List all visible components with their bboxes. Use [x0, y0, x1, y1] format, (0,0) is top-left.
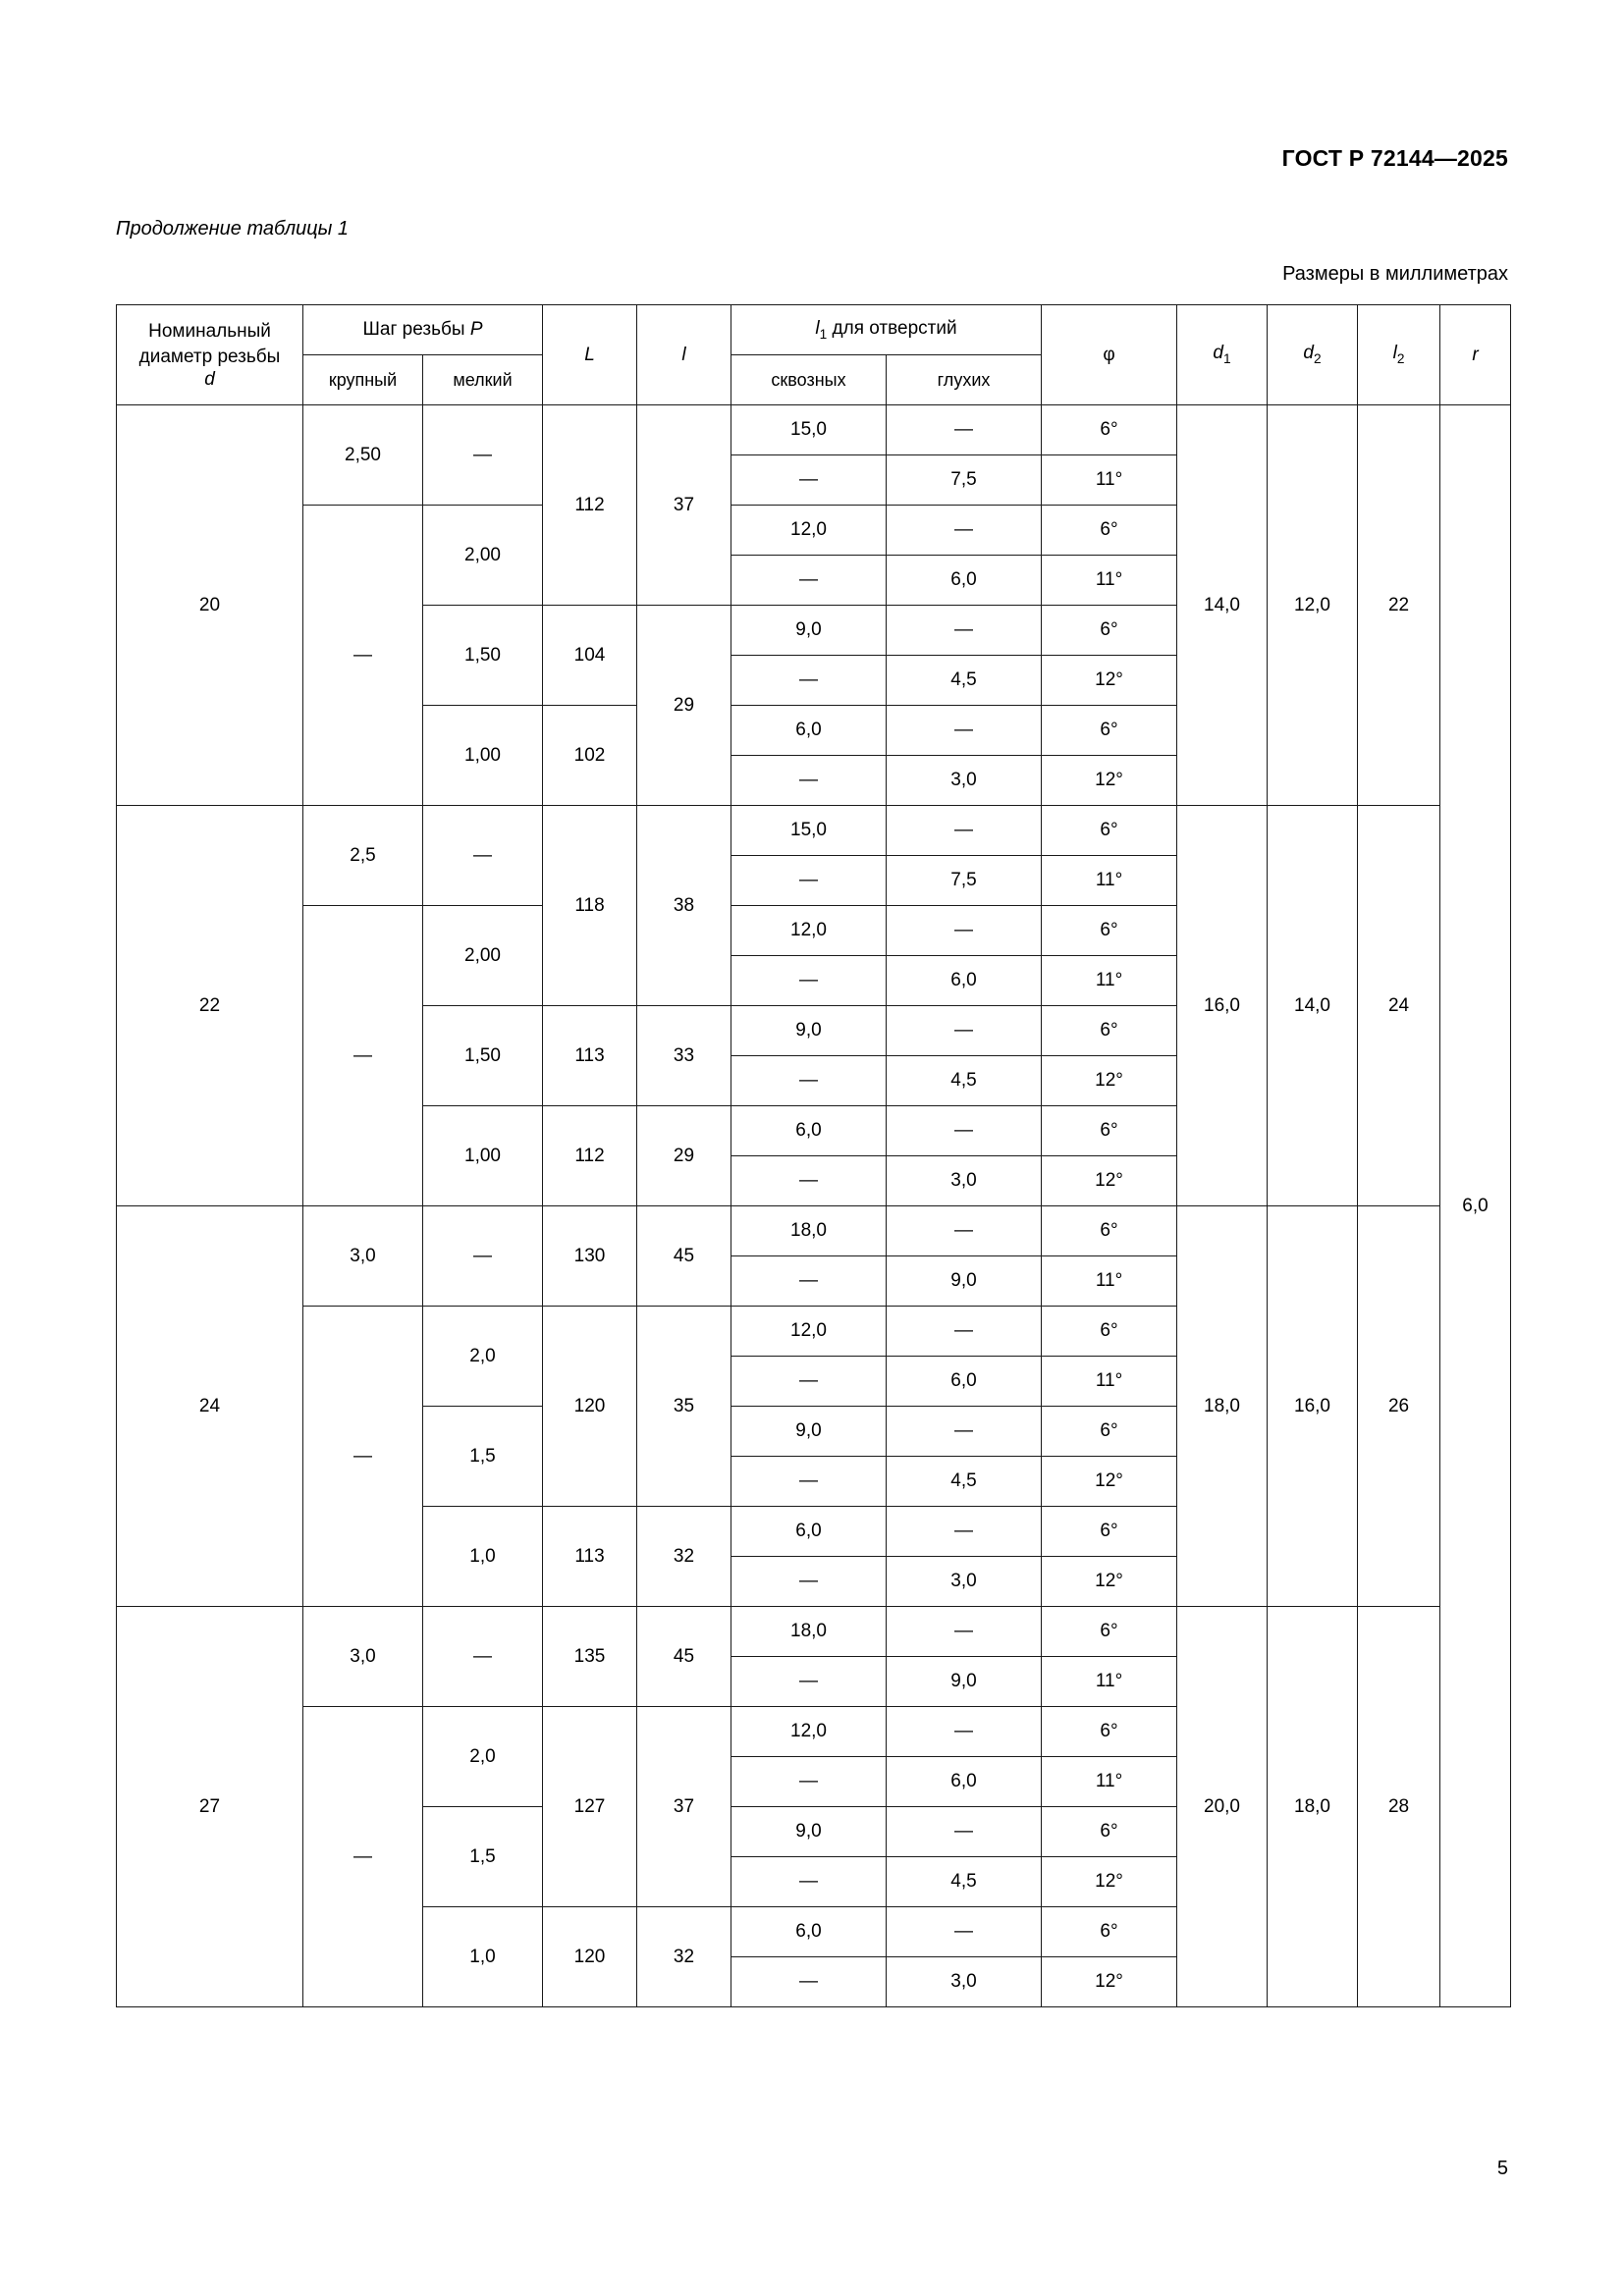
- cell-pitch-fine: 2,00: [423, 506, 543, 606]
- cell-phi: 6°: [1042, 1907, 1177, 1957]
- cell-pitch-fine: —: [423, 1206, 543, 1307]
- cell-L: 113: [543, 1006, 637, 1106]
- cell-d: 24: [117, 1206, 303, 1607]
- header-l2-subscript: 2: [1396, 351, 1405, 367]
- cell-through: 12,0: [731, 1707, 887, 1757]
- cell-through: —: [731, 1457, 887, 1507]
- cell-blind: 6,0: [887, 556, 1042, 606]
- cell-L: 112: [543, 1106, 637, 1206]
- cell-phi: 6°: [1042, 1807, 1177, 1857]
- cell-phi: 12°: [1042, 1056, 1177, 1106]
- cell-phi: 6°: [1042, 606, 1177, 656]
- cell-phi: 6°: [1042, 405, 1177, 455]
- cell-d: 27: [117, 1607, 303, 2007]
- cell-blind: —: [887, 1507, 1042, 1557]
- table-row: [117, 1607, 1511, 1657]
- cell-pitch-fine: 1,0: [423, 1507, 543, 1607]
- dimensions-note: Размеры в миллиметрах: [1282, 263, 1508, 285]
- cell-phi: 12°: [1042, 1957, 1177, 2007]
- cell-l: 33: [637, 1006, 731, 1106]
- cell-phi: 6°: [1042, 1607, 1177, 1657]
- cell-through: —: [731, 756, 887, 806]
- header-l2-symbol: l: [1392, 343, 1397, 364]
- cell-blind: —: [887, 1707, 1042, 1757]
- header-d1-subscript: 1: [1223, 351, 1231, 367]
- cell-phi: 12°: [1042, 1457, 1177, 1507]
- cell-l: 35: [637, 1307, 731, 1507]
- cell-blind: —: [887, 1106, 1042, 1156]
- cell-phi: 6°: [1042, 706, 1177, 756]
- cell-pitch-fine: 1,5: [423, 1407, 543, 1507]
- header-d1: [1177, 305, 1268, 405]
- header-d2-symbol: d: [1303, 343, 1314, 364]
- cell-L: 127: [543, 1707, 637, 1907]
- standard-designation: ГОСТ Р 72144—2025: [1281, 145, 1508, 171]
- cell-L: 120: [543, 1307, 637, 1507]
- cell-blind: 4,5: [887, 1056, 1042, 1106]
- cell-pitch-coarse: 2,50: [303, 405, 423, 506]
- cell-d1: 20,0: [1177, 1607, 1268, 2007]
- cell-l: 37: [637, 1707, 731, 1907]
- cell-pitch-coarse: —: [303, 1307, 423, 1607]
- cell-pitch-fine: 1,50: [423, 1006, 543, 1106]
- cell-blind: 7,5: [887, 856, 1042, 906]
- cell-l: 29: [637, 1106, 731, 1206]
- cell-pitch-fine: 1,00: [423, 706, 543, 806]
- cell-blind: 6,0: [887, 1757, 1042, 1807]
- header-thread-pitch: [303, 305, 543, 355]
- cell-d2: 14,0: [1268, 806, 1358, 1206]
- cell-through: —: [731, 1857, 887, 1907]
- header-l2: [1358, 305, 1440, 405]
- header-l1-subscript: 1: [819, 326, 828, 342]
- cell-d: 20: [117, 405, 303, 806]
- cell-phi: 11°: [1042, 1256, 1177, 1307]
- cell-blind: —: [887, 405, 1042, 455]
- dimensions-table: [116, 304, 1511, 2007]
- cell-through: —: [731, 956, 887, 1006]
- cell-phi: 11°: [1042, 455, 1177, 506]
- page-number: 5: [1496, 2158, 1508, 2179]
- cell-blind: 3,0: [887, 756, 1042, 806]
- table-continuation-label: Продолжение таблицы 1: [116, 218, 350, 240]
- cell-blind: 3,0: [887, 1957, 1042, 2007]
- cell-d1: 14,0: [1177, 405, 1268, 806]
- cell-phi: 11°: [1042, 956, 1177, 1006]
- cell-phi: 6°: [1042, 1106, 1177, 1156]
- cell-through: —: [731, 1757, 887, 1807]
- cell-blind: 3,0: [887, 1557, 1042, 1607]
- cell-phi: 12°: [1042, 1857, 1177, 1907]
- cell-blind: —: [887, 1807, 1042, 1857]
- cell-blind: 4,5: [887, 1457, 1042, 1507]
- cell-through: —: [731, 656, 887, 706]
- cell-phi: 12°: [1042, 1156, 1177, 1206]
- cell-phi: 11°: [1042, 856, 1177, 906]
- header-r: r: [1440, 305, 1511, 405]
- cell-blind: 4,5: [887, 1857, 1042, 1907]
- cell-through: 6,0: [731, 1507, 887, 1557]
- cell-l: 29: [637, 606, 731, 806]
- table-1-continuation: [116, 304, 1510, 2007]
- header-l1-symbol: l: [815, 317, 820, 339]
- cell-phi: 11°: [1042, 556, 1177, 606]
- cell-through: —: [731, 1156, 887, 1206]
- table-row: [117, 405, 1511, 455]
- cell-phi: 6°: [1042, 506, 1177, 556]
- cell-L: 102: [543, 706, 637, 806]
- cell-through: —: [731, 856, 887, 906]
- cell-d: 22: [117, 806, 303, 1206]
- cell-blind: 9,0: [887, 1657, 1042, 1707]
- cell-d1: 16,0: [1177, 806, 1268, 1206]
- cell-blind: 7,5: [887, 455, 1042, 506]
- cell-L: 120: [543, 1907, 637, 2007]
- cell-pitch-fine: 2,00: [423, 906, 543, 1006]
- cell-phi: 6°: [1042, 906, 1177, 956]
- cell-pitch-fine: 1,5: [423, 1807, 543, 1907]
- header-nominal-diameter: [117, 305, 303, 405]
- cell-L: 104: [543, 606, 637, 706]
- header-holes-blind: глухих: [887, 355, 1042, 405]
- header-nominal-diameter-symbol: d: [204, 369, 215, 391]
- cell-pitch-fine: —: [423, 806, 543, 906]
- cell-through: 18,0: [731, 1206, 887, 1256]
- cell-phi: 6°: [1042, 1006, 1177, 1056]
- cell-through: 15,0: [731, 405, 887, 455]
- cell-blind: 3,0: [887, 1156, 1042, 1206]
- cell-phi: 6°: [1042, 1507, 1177, 1557]
- cell-through: 12,0: [731, 906, 887, 956]
- cell-through: —: [731, 455, 887, 506]
- header-d2: [1268, 305, 1358, 405]
- header-pitch-fine: мелкий: [423, 355, 543, 405]
- cell-pitch-fine: 1,00: [423, 1106, 543, 1206]
- cell-through: —: [731, 1557, 887, 1607]
- cell-through: 15,0: [731, 806, 887, 856]
- cell-pitch-coarse: 2,5: [303, 806, 423, 906]
- cell-through: 18,0: [731, 1607, 887, 1657]
- cell-phi: 6°: [1042, 806, 1177, 856]
- cell-phi: 12°: [1042, 656, 1177, 706]
- cell-phi: 12°: [1042, 756, 1177, 806]
- cell-through: 9,0: [731, 1006, 887, 1056]
- header-l1-group: [731, 305, 1042, 355]
- cell-blind: —: [887, 1206, 1042, 1256]
- cell-through: —: [731, 1657, 887, 1707]
- cell-l: 38: [637, 806, 731, 1006]
- header-pitch-coarse: крупный: [303, 355, 423, 405]
- cell-blind: —: [887, 806, 1042, 856]
- cell-blind: 9,0: [887, 1256, 1042, 1307]
- cell-pitch-fine: 1,50: [423, 606, 543, 706]
- cell-through: 9,0: [731, 606, 887, 656]
- cell-L: 135: [543, 1607, 637, 1707]
- header-l: l: [637, 305, 731, 405]
- cell-l: 45: [637, 1206, 731, 1307]
- cell-pitch-fine: 1,0: [423, 1907, 543, 2007]
- cell-blind: 6,0: [887, 1357, 1042, 1407]
- cell-through: —: [731, 1056, 887, 1106]
- header-phi: φ: [1042, 305, 1177, 405]
- cell-pitch-coarse: —: [303, 506, 423, 806]
- cell-phi: 11°: [1042, 1357, 1177, 1407]
- header-l1-group-text: для отверстий: [832, 317, 957, 339]
- cell-pitch-fine: —: [423, 405, 543, 506]
- cell-pitch-coarse: —: [303, 1707, 423, 2007]
- cell-l: 37: [637, 405, 731, 606]
- cell-phi: 12°: [1042, 1557, 1177, 1607]
- cell-through: —: [731, 1357, 887, 1407]
- cell-blind: —: [887, 1307, 1042, 1357]
- cell-pitch-fine: 2,0: [423, 1707, 543, 1807]
- table-row: [117, 1206, 1511, 1256]
- header-L: L: [543, 305, 637, 405]
- cell-blind: —: [887, 1907, 1042, 1957]
- cell-blind: —: [887, 906, 1042, 956]
- cell-l2: 24: [1358, 806, 1440, 1206]
- cell-through: —: [731, 1256, 887, 1307]
- cell-through: 9,0: [731, 1807, 887, 1857]
- cell-pitch-coarse: 3,0: [303, 1607, 423, 1707]
- cell-blind: —: [887, 606, 1042, 656]
- cell-through: —: [731, 556, 887, 606]
- cell-through: 6,0: [731, 1907, 887, 1957]
- cell-d1: 18,0: [1177, 1206, 1268, 1607]
- cell-through: —: [731, 1957, 887, 2007]
- cell-l: 32: [637, 1507, 731, 1607]
- cell-d2: 18,0: [1268, 1607, 1358, 2007]
- table-header-row-1: [117, 305, 1511, 355]
- cell-phi: 6°: [1042, 1707, 1177, 1757]
- cell-blind: 4,5: [887, 656, 1042, 706]
- cell-L: 118: [543, 806, 637, 1006]
- cell-l2: 22: [1358, 405, 1440, 806]
- cell-L: 130: [543, 1206, 637, 1307]
- cell-through: 6,0: [731, 706, 887, 756]
- header-thread-pitch-text: Шаг резьбы: [362, 319, 465, 341]
- header-nominal-diameter-text: Номинальный диаметр резьбы: [138, 320, 281, 367]
- cell-blind: —: [887, 706, 1042, 756]
- cell-blind: —: [887, 1006, 1042, 1056]
- cell-phi: 11°: [1042, 1757, 1177, 1807]
- cell-pitch-fine: 2,0: [423, 1307, 543, 1407]
- cell-L: 112: [543, 405, 637, 606]
- cell-l: 32: [637, 1907, 731, 2007]
- cell-blind: 6,0: [887, 956, 1042, 1006]
- cell-blind: —: [887, 1607, 1042, 1657]
- cell-r: 6,0: [1440, 405, 1511, 2007]
- cell-phi: 6°: [1042, 1307, 1177, 1357]
- cell-pitch-fine: —: [423, 1607, 543, 1707]
- cell-pitch-coarse: —: [303, 906, 423, 1206]
- cell-blind: —: [887, 1407, 1042, 1457]
- header-holes-through: сквозных: [731, 355, 887, 405]
- cell-through: 12,0: [731, 506, 887, 556]
- cell-d2: 12,0: [1268, 405, 1358, 806]
- cell-phi: 6°: [1042, 1407, 1177, 1457]
- cell-l: 45: [637, 1607, 731, 1707]
- cell-blind: —: [887, 506, 1042, 556]
- cell-phi: 11°: [1042, 1657, 1177, 1707]
- header-d2-subscript: 2: [1314, 351, 1322, 367]
- cell-L: 113: [543, 1507, 637, 1607]
- header-d1-symbol: d: [1213, 343, 1223, 364]
- cell-through: 9,0: [731, 1407, 887, 1457]
- cell-l2: 28: [1358, 1607, 1440, 2007]
- cell-l2: 26: [1358, 1206, 1440, 1607]
- header-thread-pitch-symbol: P: [469, 319, 483, 341]
- cell-pitch-coarse: 3,0: [303, 1206, 423, 1307]
- cell-through: 12,0: [731, 1307, 887, 1357]
- cell-phi: 6°: [1042, 1206, 1177, 1256]
- cell-d2: 16,0: [1268, 1206, 1358, 1607]
- cell-through: 6,0: [731, 1106, 887, 1156]
- table-row: [117, 806, 1511, 856]
